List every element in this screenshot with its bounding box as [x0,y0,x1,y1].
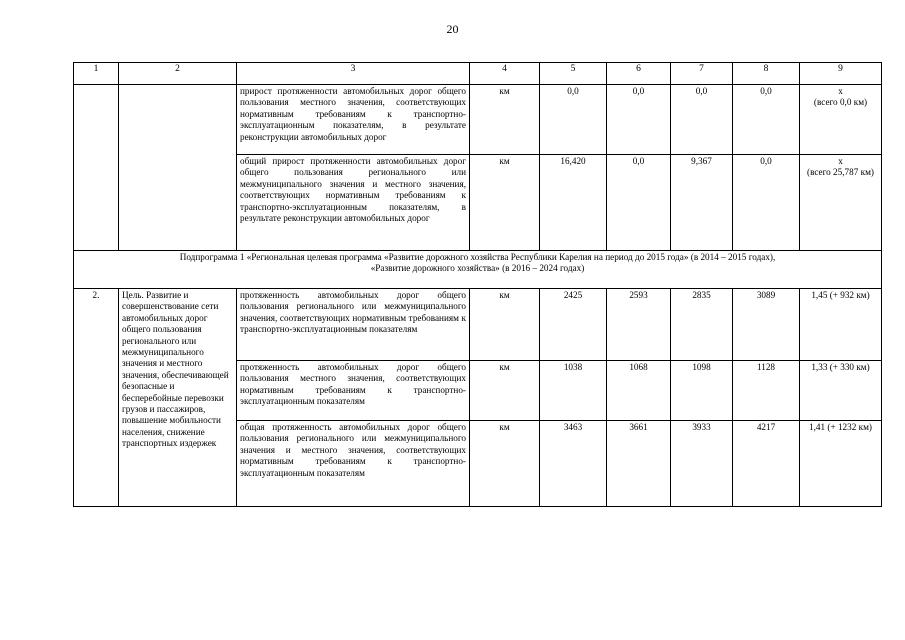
value-cell-5: 3463 [540,421,607,507]
value-cell-7: 2835 [671,289,733,361]
value-cell-5: 16,420 [540,155,607,251]
total-mark: х [838,156,843,166]
goal-cell-empty [119,85,237,251]
indicator-cell: общая протяженность автомобильных дорог общего пользования регионального или межмуниципального значения и местного значения, соответствующих нормативным требованиям к транспортно-эксплуатационным показателям [237,421,470,507]
unit-cell: км [470,421,540,507]
total-value: (всего 0,0 км) [813,97,868,108]
subprogram-title-cell [74,251,882,289]
table-row [74,85,882,155]
value-cell-5: 2425 [540,289,607,361]
unit-cell: км [470,85,540,155]
value-cell-6: 2593 [607,289,671,361]
header-cell-1: 1 [74,63,119,85]
header-cell-6: 6 [607,63,671,85]
section-goal: Цель. Развитие и совершенствование сети автомобильных дорог общего пользования регионального или межмуниципального значения и местного значения, обеспечивающей безопасные и бесперебойные перевозки грузов и пассажиров, повышение мобильности населения, снижение транспортных издержек [119,289,237,507]
header-cell-5: 5 [540,63,607,85]
value-cell-5: 1038 [540,361,607,421]
indicators-table [73,62,882,507]
value-cell-7: 0,0 [671,85,733,155]
value-cell-8: 0,0 [733,85,800,155]
total-cell: 1,41 (+ 1232 км) [800,421,882,507]
header-cell-8: 8 [733,63,800,85]
value-cell-8: 1128 [733,361,800,421]
indicator-cell: прирост протяженности автомобильных дорог общего пользования местного значения, соответствующих нормативным требованиям к транспортно-эксплуатационным показателям, в результате реконструкции автомобильных дорог [237,85,470,155]
total-cell: 1,33 (+ 330 км) [800,361,882,421]
total-cell: 1,45 (+ 932 км) [800,289,882,361]
section-index: 2. [74,289,119,507]
indicator-cell: протяженность автомобильных дорог общего пользования местного значения, соответствующих нормативным требованиям к транспортно-эксплуатационным показателям [237,361,470,421]
value-cell-7: 9,367 [671,155,733,251]
header-cell-7: 7 [671,63,733,85]
subprogram-title-line2: «Развитие дорожного хозяйства» (в 2016 – 2024 годах) [370,263,585,274]
indicator-cell: общий прирост протяженности автомобильных дорог общего пользования регионального или межмуниципального значения и местного значения, соответствующих нормативным требованиям к транспортно-эксплуатационным показателям, в результате реконструкции автомобильных дорог [237,155,470,251]
value-cell-7: 1098 [671,361,733,421]
total-cell [800,85,882,155]
unit-cell: км [470,289,540,361]
value-cell-8: 3089 [733,289,800,361]
total-value: (всего 25,787 км) [807,167,874,178]
index-cell-empty [74,85,119,251]
total-cell [800,155,882,251]
header-cell-3: 3 [237,63,470,85]
header-cell-9: 9 [800,63,882,85]
total-mark: х [838,86,843,96]
value-cell-6: 1068 [607,361,671,421]
table-row [74,289,882,361]
unit-cell: км [470,361,540,421]
header-cell-4: 4 [470,63,540,85]
value-cell-8: 0,0 [733,155,800,251]
indicator-cell: протяженность автомобильных дорог общего пользования регионального или межмуниципального значения, соответствующих нормативным требованиям к транспортно-эксплуатационным показателям [237,289,470,361]
value-cell-6: 3661 [607,421,671,507]
subprogram-title-line1: Подпрограмма 1 «Региональная целевая программа «Развитие дорожного хозяйства Республики Карелия на период до 2015 года» (в 2014 – 2015 годах), [179,252,776,262]
value-cell-7: 3933 [671,421,733,507]
subprogram-row [74,251,882,289]
header-row [74,63,882,85]
header-cell-2: 2 [119,63,237,85]
value-cell-5: 0,0 [540,85,607,155]
unit-cell: км [470,155,540,251]
page-number: 20 [446,22,459,36]
value-cell-6: 0,0 [607,155,671,251]
value-cell-8: 4217 [733,421,800,507]
value-cell-6: 0,0 [607,85,671,155]
